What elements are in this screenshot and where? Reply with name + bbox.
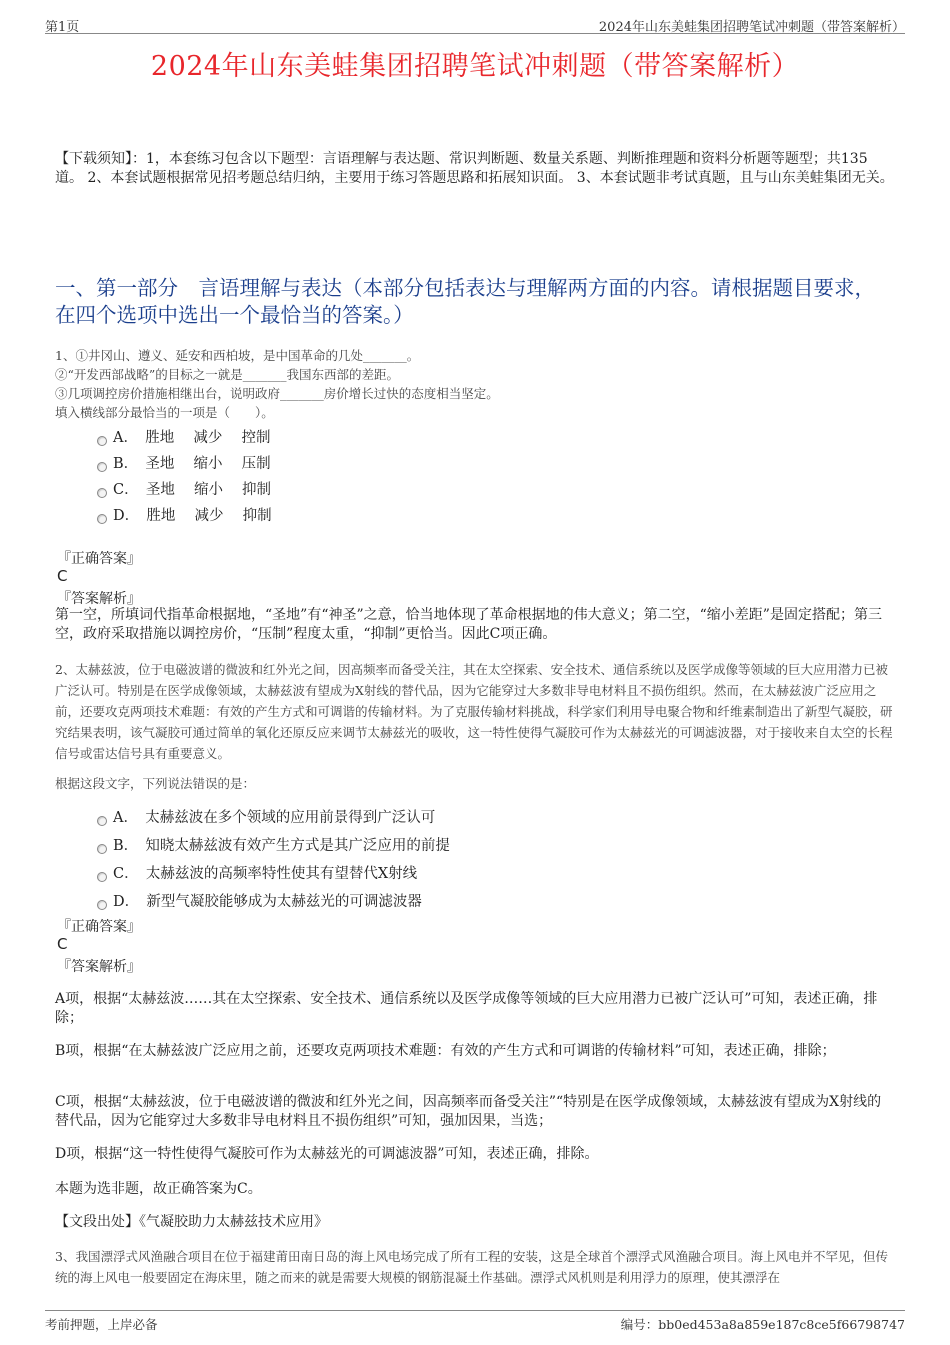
option-b[interactable]: B． 知晓太赫兹波有效产生方式是其广泛应用的前提 bbox=[95, 836, 450, 864]
footer-slogan: 考前押题，上岸必备 bbox=[45, 1317, 158, 1332]
analysis-text: 第一空，所填词代指革命根据地，“圣地”有“神圣”之意，恰当地体现了革命根据地的伟大意义；第二空，“缩小差距”是固定搭配；第三空，政府采取措施以调控房价，“压制”程度太重，“抑制”更恰当。因此C项正确。 bbox=[55, 607, 882, 642]
question-1 bbox=[55, 346, 895, 422]
analysis-d: D项，根据“这一特性使得气凝胶可作为太赫兹光的可调滤波器”可知，表述正确，排除。 bbox=[55, 1146, 599, 1162]
page-number: 第1页 bbox=[45, 20, 80, 35]
section-heading: 一、第一部分 言语理解与表达（本部分包括表达与理解两方面的内容。请根据题目要求，在四个选项中选出一个最恰当的答案。） bbox=[55, 276, 875, 327]
source-reference: 【文段出处】《气凝胶助力太赫兹技术应用》 bbox=[55, 1214, 328, 1230]
option-d[interactable]: D． 胜地 减少 抑制 bbox=[95, 506, 272, 532]
answer-value: C bbox=[57, 567, 68, 585]
answer-label: 『正确答案』 bbox=[57, 919, 141, 935]
question-1-line-1: 1、①井冈山、遵义、延安和西柏坡，是中国革命的几处_______。 bbox=[55, 348, 420, 363]
header-doc-title: 2024年山东美蛙集团招聘笔试冲刺题（带答案解析） bbox=[598, 20, 905, 35]
option-a[interactable]: A． 胜地 减少 控制 bbox=[95, 428, 272, 454]
option-c[interactable]: C． 圣地 缩小 抑制 bbox=[95, 480, 272, 506]
analysis-a: A项，根据“太赫兹波……其在太空探索、安全技术、通信系统以及医学成像等领域的巨大应用潜力已被广泛认可”可知，表述正确，排除； bbox=[55, 991, 878, 1026]
radio-icon[interactable] bbox=[97, 436, 107, 446]
question-1-line-2: ②“开发西部战略”的目标之一就是_______我国东西部的差距。 bbox=[55, 367, 400, 382]
question-1-options bbox=[95, 428, 272, 532]
analysis-label: 『答案解析』 bbox=[57, 959, 141, 975]
radio-icon[interactable] bbox=[97, 872, 107, 882]
question-1-line-3: ③几项调控房价措施相继出台，说明政府_______房价增长过快的态度相当坚定。 bbox=[55, 386, 499, 401]
radio-icon[interactable] bbox=[97, 514, 107, 524]
radio-icon[interactable] bbox=[97, 844, 107, 854]
option-b[interactable]: B． 圣地 缩小 压制 bbox=[95, 454, 272, 480]
radio-icon[interactable] bbox=[97, 462, 107, 472]
analysis-label: 『答案解析』 bbox=[57, 591, 141, 607]
question-3: 3、我国漂浮式风渔融合项目在位于福建莆田南日岛的海上风电场完成了所有工程的安装，这是全球首个漂浮式风渔融合项目。海上风电并不罕见，但传统的海上风电一般要固定在海床里，随之而来的就是需要大规模的钢筋混凝土作基础。漂浮式风机则是利用浮力的原理，使其漂浮在 bbox=[55, 1249, 888, 1285]
question-1-prompt: 填入横线部分最恰当的一项是（ ）。 bbox=[55, 405, 274, 420]
page-title: 2024年山东美蛙集团招聘笔试冲刺题（带答案解析） bbox=[150, 51, 800, 82]
conclusion: 本题为选非题，故正确答案为C。 bbox=[55, 1181, 262, 1197]
option-d[interactable]: D． 新型气凝胶能够成为太赫兹光的可调滤波器 bbox=[95, 892, 450, 920]
radio-icon[interactable] bbox=[97, 488, 107, 498]
radio-icon[interactable] bbox=[97, 900, 107, 910]
download-notice: 【下载须知】：1，本套练习包含以下题型：言语理解与表达题、常识判断题、数量关系题、判断推理题和资料分析题等题型；共135道。 2、本套试题根据常见招考题总结归纳，主要用于练习答题思路和拓展知识面。 3、本套试题非考试真题，且与山东美蛙集团无关。 bbox=[55, 151, 894, 186]
page-header bbox=[45, 14, 905, 34]
option-c[interactable]: C． 太赫兹波的高频率特性使其有望替代X射线 bbox=[95, 864, 450, 892]
analysis-b: B项，根据“在太赫兹波广泛应用之前，还要攻克两项技术难题：有效的产生方式和可调谐的传输材料”可知，表述正确，排除； bbox=[55, 1043, 836, 1059]
radio-icon[interactable] bbox=[97, 816, 107, 826]
analysis-c: C项，根据“太赫兹波，位于电磁波谱的微波和红外光之间，因高频率而备受关注”“特别是在医学成像领域，太赫兹波有望成为X射线的替代品，因为它能穿过大多数非导电材料且不损伤组织”可知，强加因果，当选； bbox=[55, 1094, 882, 1129]
question-2-prompt: 根据这段文字，下列说法错误的是： bbox=[55, 776, 256, 791]
answer-label: 『正确答案』 bbox=[57, 551, 141, 567]
answer-value: C bbox=[57, 935, 68, 953]
option-a[interactable]: A． 太赫兹波在多个领域的应用前景得到广泛认可 bbox=[95, 808, 450, 836]
page-footer bbox=[45, 1310, 905, 1334]
footer-serial: 编号：bb0ed453a8a859e187c8ce5f66798747 bbox=[620, 1317, 905, 1332]
question-2-options bbox=[95, 808, 450, 920]
question-2: 2、太赫兹波，位于电磁波谱的微波和红外光之间，因高频率而备受关注，其在太空探索、安全技术、通信系统以及医学成像等领域的巨大应用潜力已被广泛认可。特别是在医学成像领域，太赫兹波有望成为X射线的替代品，因为它能穿过大多数非导电材料且不损伤组织。然而，在太赫兹波广泛应用之前，还要攻克两项技术难题：有效的产生方式和可调谐的传输材料。为了克服传输材料挑战，科学家们利用导电聚合物和纤维素制造出了新型气凝胶，研究结果表明，该气凝胶可通过简单的氧化还原反应来调节太赫兹光的吸收，这一特性使得气凝胶可作为太赫兹光的可调滤波器，对于接收来自太空的长程信号或雷达信号具有重要意义。 bbox=[55, 662, 893, 761]
